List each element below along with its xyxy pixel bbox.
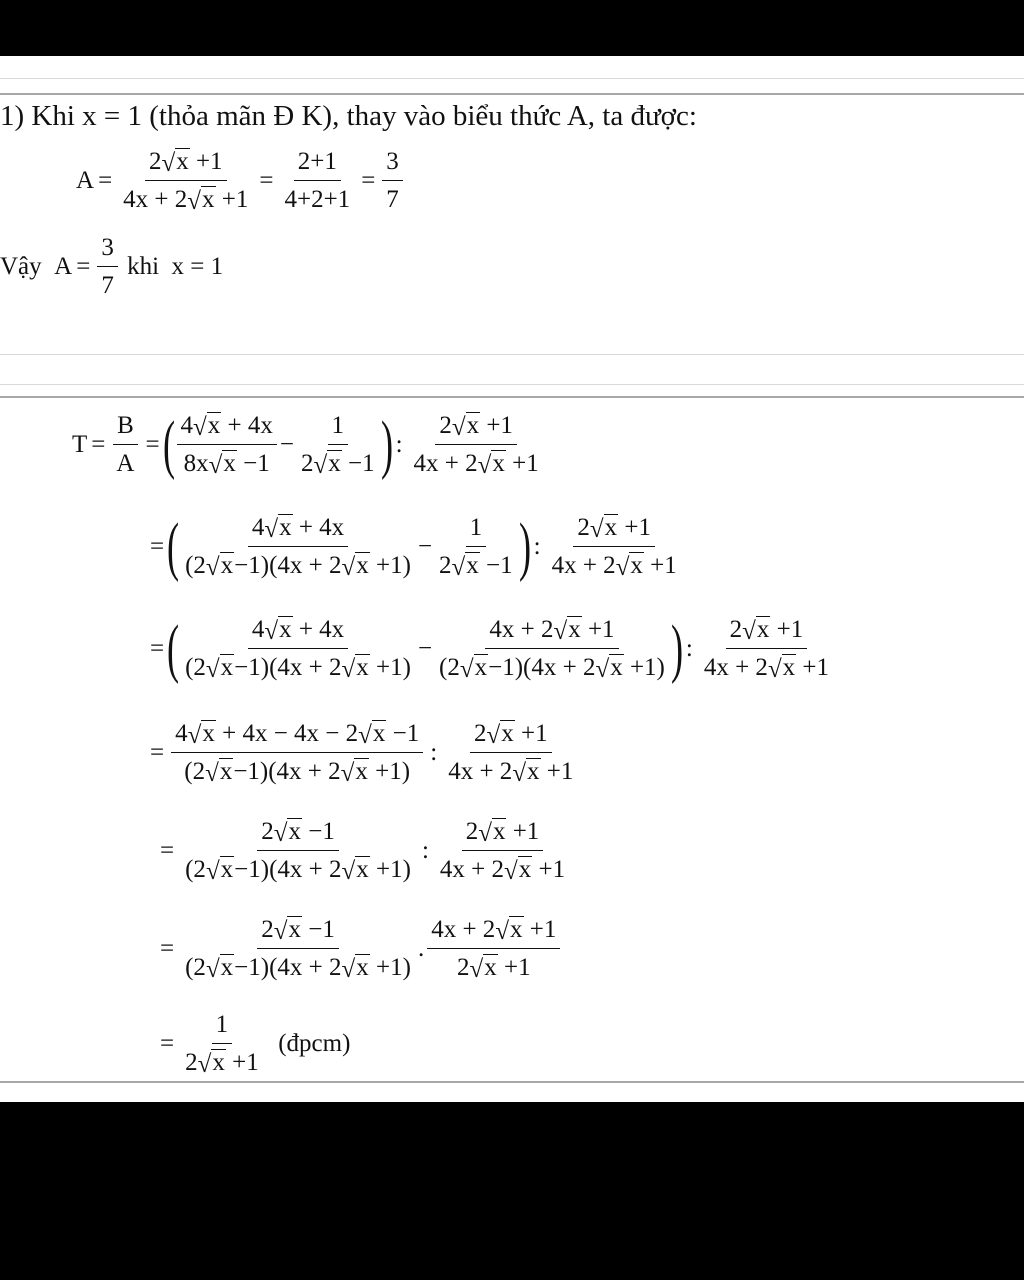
square-root: √ x: [197, 1049, 225, 1078]
square-root: √ x: [341, 954, 369, 983]
fraction: 4 √ x + 4x (2 √ x −1)(4x + 2 √ x +1): [185, 514, 411, 581]
condition: x = 1: [171, 253, 224, 280]
square-root: √ x: [313, 450, 341, 479]
square-root: √ x: [742, 616, 770, 645]
fraction: $\frac{B}{A}$: [112, 412, 138, 478]
square-root: √ x: [341, 856, 369, 885]
square-root: √ x: [161, 148, 189, 177]
square-root: √ x: [264, 514, 292, 543]
square-root: √ x: [504, 856, 532, 885]
square-root: √ x: [495, 916, 523, 945]
derivation-step-1: T = $\frac{B}{A}$ = ( 4 √ x + 4x 8x √ x −1 − 1 2 √ x −1 ) : 2 √ x +1 4x + 2 √ x +1: [72, 412, 546, 478]
fraction: 1 2 √ x −1: [301, 412, 375, 479]
divider: [0, 78, 1024, 79]
square-root: √ x: [451, 412, 480, 441]
fraction: 4x + 2 √ x +1 (2 √ x −1)(4x + 2 √ x +1): [439, 616, 665, 683]
derivation-step-4: = 4 √ x + 4x − 4x − 2 √ x −1 (2 √ x −1)(4x + 2 √ x +1) : 2 √ x +1 4x + 2 √ x +1: [146, 720, 580, 786]
square-root: √ x: [205, 758, 233, 787]
square-root: √ x: [341, 654, 369, 683]
parenthesis: ): [518, 510, 531, 584]
conclusion-line: Vậy A = $\frac{3}{7}$ khi x = 1: [0, 234, 224, 299]
fraction-a-expression: 2 √ x +1 4x + 2 √ x +1: [123, 148, 249, 215]
divider: [0, 396, 1024, 398]
fraction: 1 2 √ x −1: [439, 514, 513, 581]
fraction: 4 √ x + 4x (2 √ x −1)(4x + 2 √ x +1): [185, 616, 411, 683]
square-root: √ x: [205, 856, 234, 885]
square-root: √ x: [187, 186, 215, 215]
equals: =: [98, 167, 113, 194]
square-root: √ x: [187, 720, 215, 749]
fraction: 2 √ x −1 (2 √ x −1)(4x + 2 √ x +1): [185, 818, 411, 885]
square-root: √ x: [478, 818, 506, 847]
derivation-step-5: = 2 √ x −1 (2 √ x −1)(4x + 2 √ x +1) : 2 √ x +1 4x + 2 √ x +1: [156, 818, 572, 884]
divider: [0, 354, 1024, 355]
qed-note: (đpcm): [278, 1030, 351, 1057]
square-root: √ x: [615, 552, 643, 581]
square-root: √ x: [358, 720, 386, 749]
square-root: √ x: [595, 654, 623, 683]
square-root: √ x: [205, 654, 234, 683]
square-root: √ x: [459, 654, 488, 683]
parenthesis: (: [167, 510, 180, 584]
fraction: 1 2 √ x +1: [185, 1011, 259, 1078]
square-root: √ x: [553, 616, 581, 645]
parenthesis: (: [162, 408, 175, 482]
square-root: √ x: [477, 450, 505, 479]
fraction: 2 √ x −1 (2 √ x −1)(4x + 2 √ x +1): [185, 916, 411, 983]
square-root: √ x: [469, 954, 497, 983]
fraction: 4 √ x + 4x 8x √ x −1: [177, 412, 277, 478]
problem-statement: 1) Khi x = 1 (thỏa mãn Đ K), thay vào biểu thức A, ta được:: [0, 100, 697, 132]
square-root: √ x: [205, 552, 234, 581]
fraction: 2 √ x +1 4x + 2 √ x +1: [439, 818, 566, 885]
derivation-final: = 1 2 √ x +1 (đpcm): [160, 1011, 351, 1078]
square-root: √ x: [264, 616, 292, 645]
derivation-step-6: = 2 √ x −1 (2 √ x −1)(4x + 2 √ x +1) . 4x + 2 √ x +1 2 √ x +1: [156, 916, 563, 982]
derivation-step-3: = ( 4 √ x + 4x (2 √ x −1)(4x + 2 √ x +1) − 4x + 2 √ x +1 (2 √ x −1)(4x + 2 √ x +1) ) : 2 √ x +1 4x + 2 √ x +1: [146, 616, 836, 682]
fraction: 2 √ x +1 4x + 2 √ x +1: [448, 720, 574, 787]
square-root: √ x: [208, 450, 236, 479]
fraction-result: $\frac{3}{7}$: [382, 148, 403, 214]
fraction: 4 √ x + 4x − 4x − 2 √ x −1 (2 √ x −1)(4x + 2 √ x +1): [171, 720, 423, 786]
label-vay: Vậy: [0, 253, 42, 280]
fraction-substituted: $\frac{2+1}{4+2+1}$: [284, 148, 351, 213]
square-root: √ x: [340, 758, 368, 787]
square-root: √ x: [451, 552, 479, 581]
square-root: √ x: [205, 954, 234, 983]
square-root: √ x: [341, 552, 369, 581]
derivation-step-2: = ( 4 √ x + 4x (2 √ x −1)(4x + 2 √ x +1) − 1 2 √ x −1 ) : 2 √ x +1 4x + 2 √ x +1: [146, 514, 684, 580]
divider: [0, 1081, 1024, 1083]
square-root: √ x: [512, 758, 540, 787]
fraction-conclusion: $\frac{3}{7}$: [97, 234, 118, 300]
divider: [0, 93, 1024, 95]
divider: [0, 384, 1024, 385]
equation-a-value: A = 2 √ x +1 4x + 2 √ x +1 = $\frac{2+1}{4+2+1}$ = $\frac{3}{7}$: [76, 148, 406, 214]
parenthesis: (: [167, 612, 180, 686]
parenthesis: ): [380, 408, 393, 482]
fraction: 2 √ x +1 4x + 2 √ x +1: [413, 412, 539, 479]
square-root: √ x: [589, 514, 618, 543]
square-root: √ x: [486, 720, 514, 749]
symbol-a: A: [76, 167, 95, 194]
fraction: 4x + 2 √ x +1 2 √ x +1: [427, 916, 560, 982]
parenthesis: ): [670, 612, 683, 686]
fraction: 2 √ x +1 4x + 2 √ x +1: [551, 514, 677, 581]
label-khi: khi: [127, 253, 160, 280]
document-sheet: [0, 56, 1024, 1102]
square-root: √ x: [767, 654, 796, 683]
square-root: √ x: [273, 916, 301, 945]
square-root: √ x: [193, 412, 221, 441]
square-root: √ x: [273, 818, 301, 847]
fraction: 2 √ x +1 4x + 2 √ x +1: [703, 616, 830, 683]
